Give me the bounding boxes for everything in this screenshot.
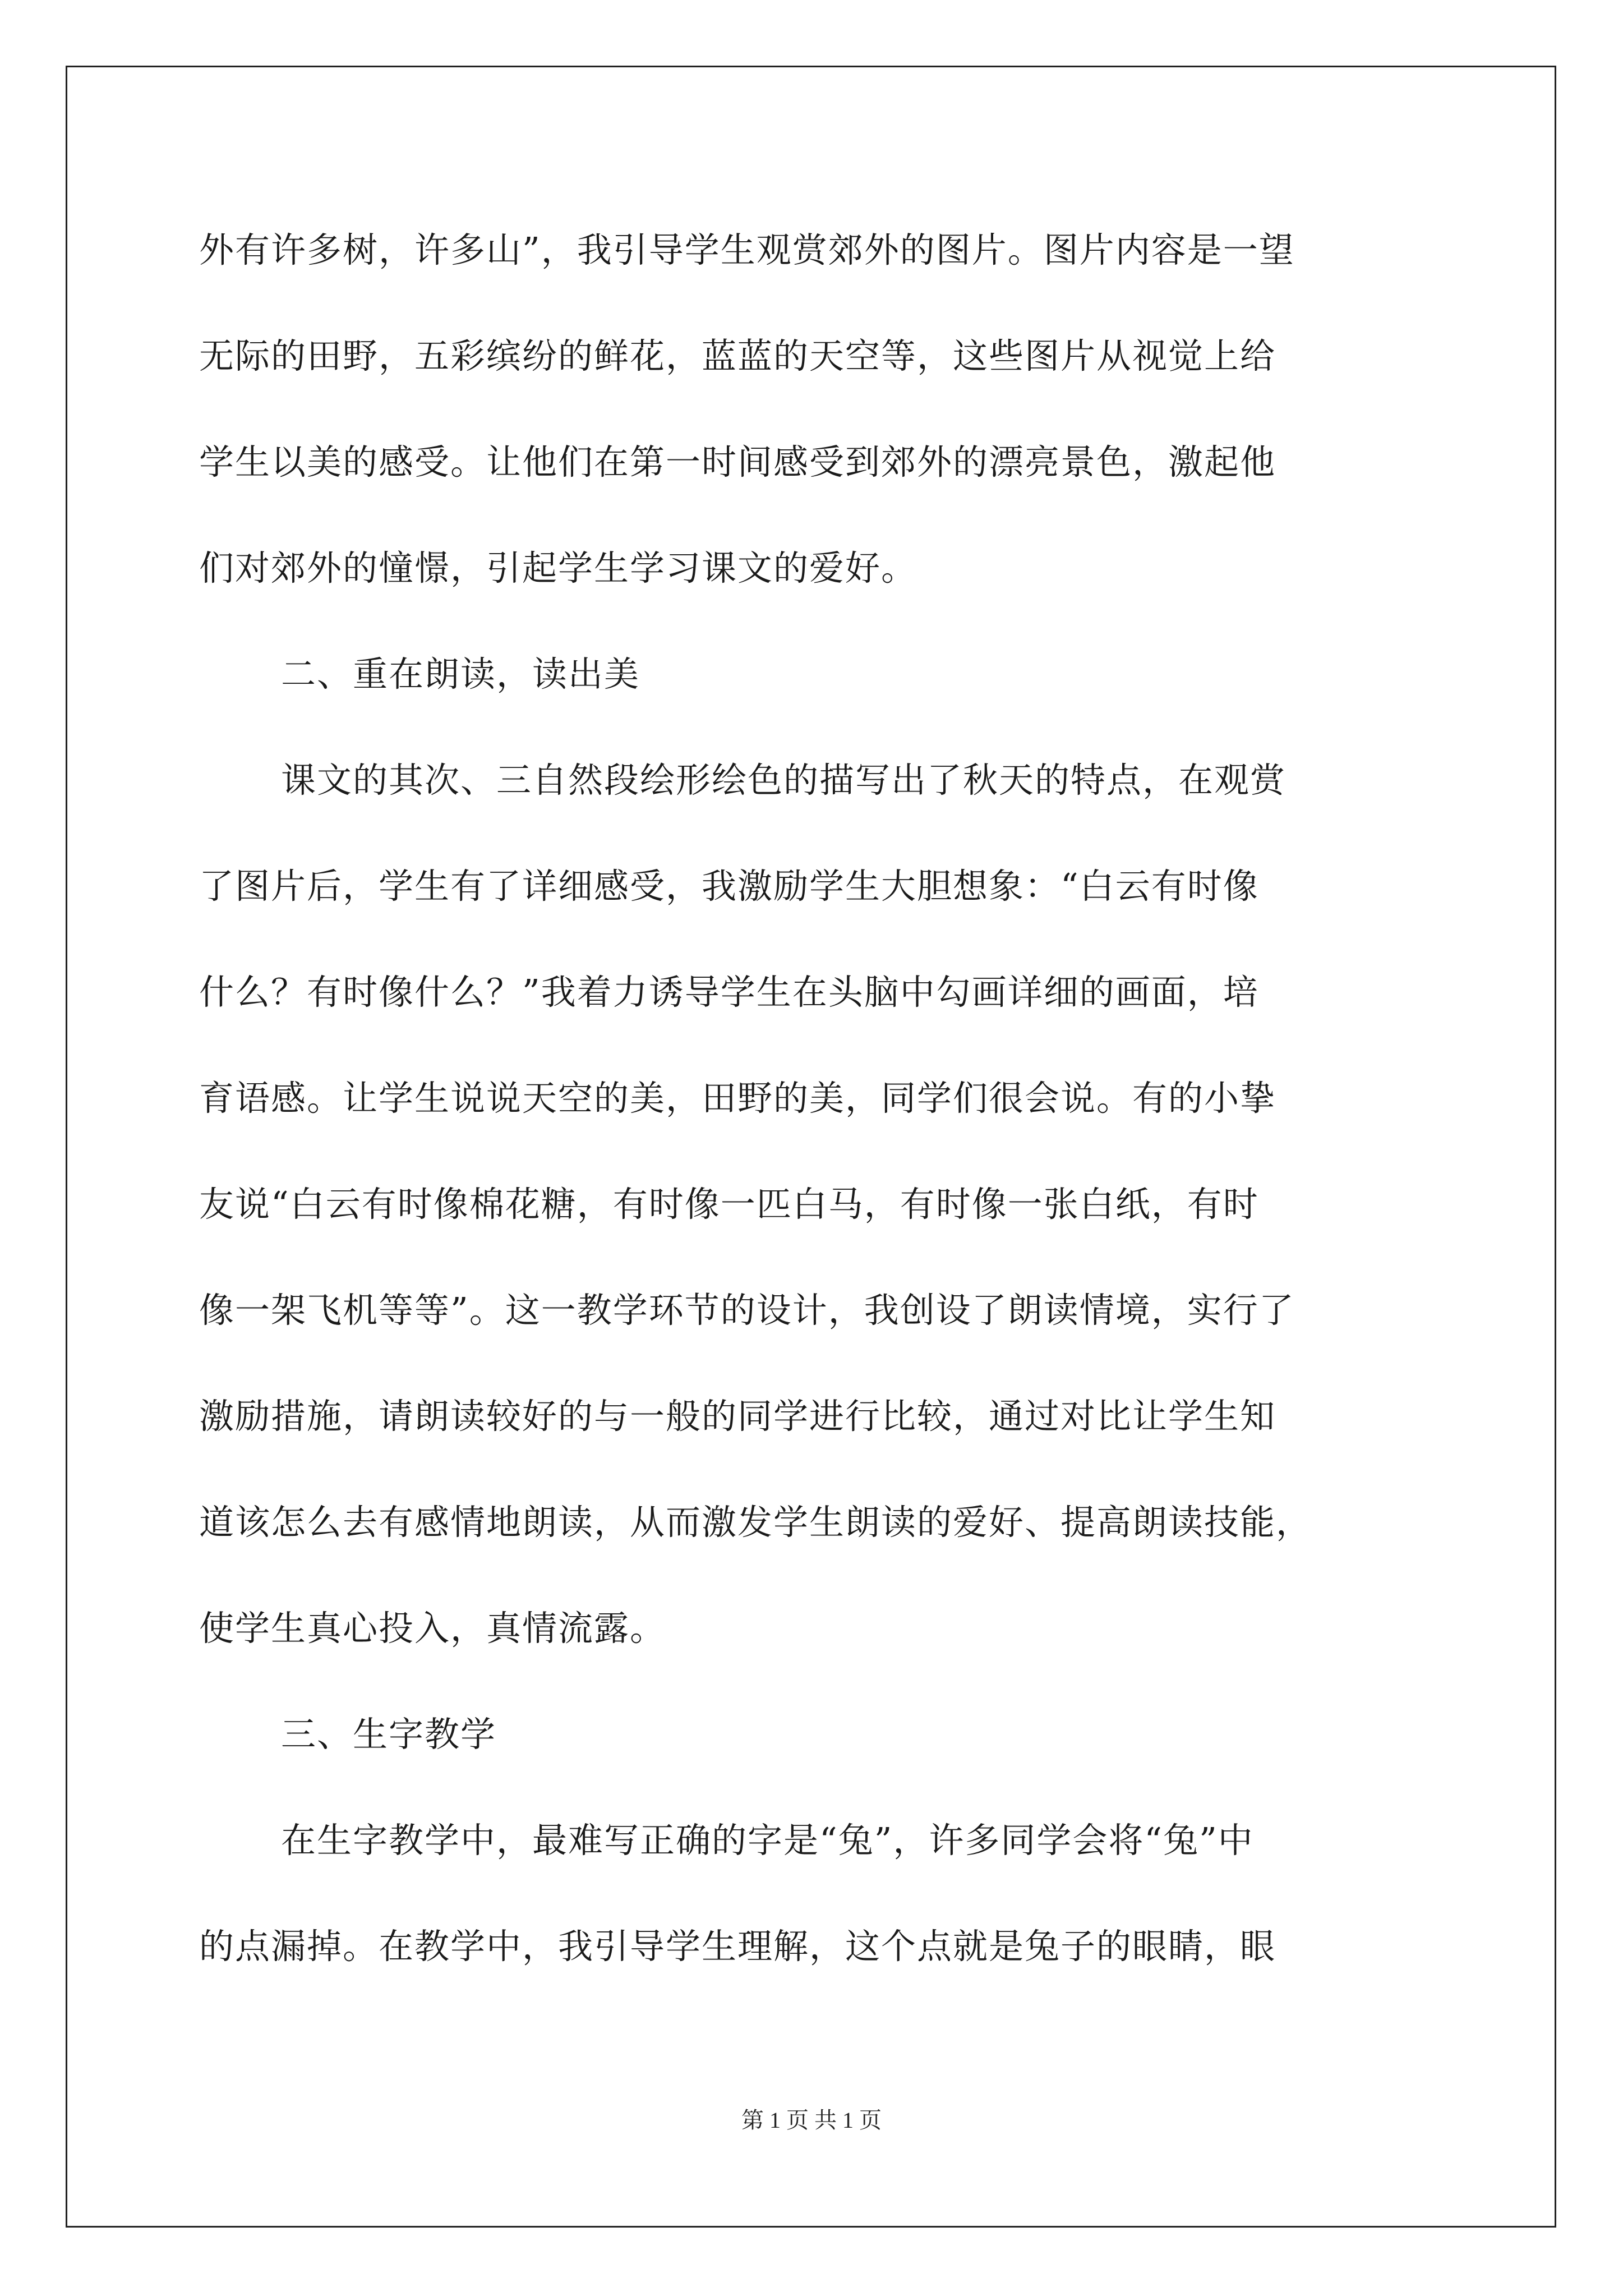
text-line: 无际的田野，五彩缤纷的鲜花，蓝蓝的天空等，这些图片从视觉上给 [199, 335, 1276, 376]
section-heading: 三、生字教学 [281, 1714, 497, 1755]
text-line: 激励措施，请朗读较好的与一般的同学进行比较，通过对比让学生知 [199, 1396, 1276, 1437]
text-line: 课文的其次、三自然段绘形绘色的描写出了秋天的特点，在观赏 [281, 760, 1287, 800]
text-line: 友说“白云有时像棉花糖，有时像一匹白马，有时像一张白纸，有时 [199, 1184, 1259, 1225]
text-line: 使学生真心投入，真情流露。 [199, 1608, 666, 1649]
text-line: 们对郊外的憧憬，引起学生学习课文的爱好。 [199, 547, 917, 588]
text-line: 外有许多树，许多山”，我引导学生观赏郊外的图片。图片内容是一望 [199, 229, 1295, 270]
document-body [199, 216, 1464, 2018]
text-line: 的点漏掉。在教学中，我引导学生理解，这个点就是兔子的眼睛，眼 [199, 1926, 1276, 1967]
section-heading: 二、重在朗读，读出美 [281, 654, 640, 694]
text-line: 像一架飞机等等”。这一教学环节的设计，我创设了朗读情境，实行了 [199, 1290, 1295, 1331]
text-line: 道该怎么去有感情地朗读，从而激发学生朗读的爱好、提高朗读技能， [199, 1502, 1312, 1543]
text-line: 育语感。让学生说说天空的美，田野的美，同学们很会说。有的小挚 [199, 1078, 1276, 1119]
page-footer: 第 1 页 共 1 页 [741, 2108, 882, 2133]
text-line: 在生字教学中，最难写正确的字是“兔”，许多同学会将“兔”中 [281, 1820, 1254, 1861]
text-line: 什么？有时像什么？”我着力诱导学生在头脑中勾画详细的画面，培 [199, 972, 1259, 1013]
text-line: 学生以美的感受。让他们在第一时间感受到郊外的漂亮景色，激起他 [199, 441, 1276, 482]
text-line: 了图片后，学生有了详细感受，我激励学生大胆想象：“白云有时像 [199, 866, 1259, 907]
